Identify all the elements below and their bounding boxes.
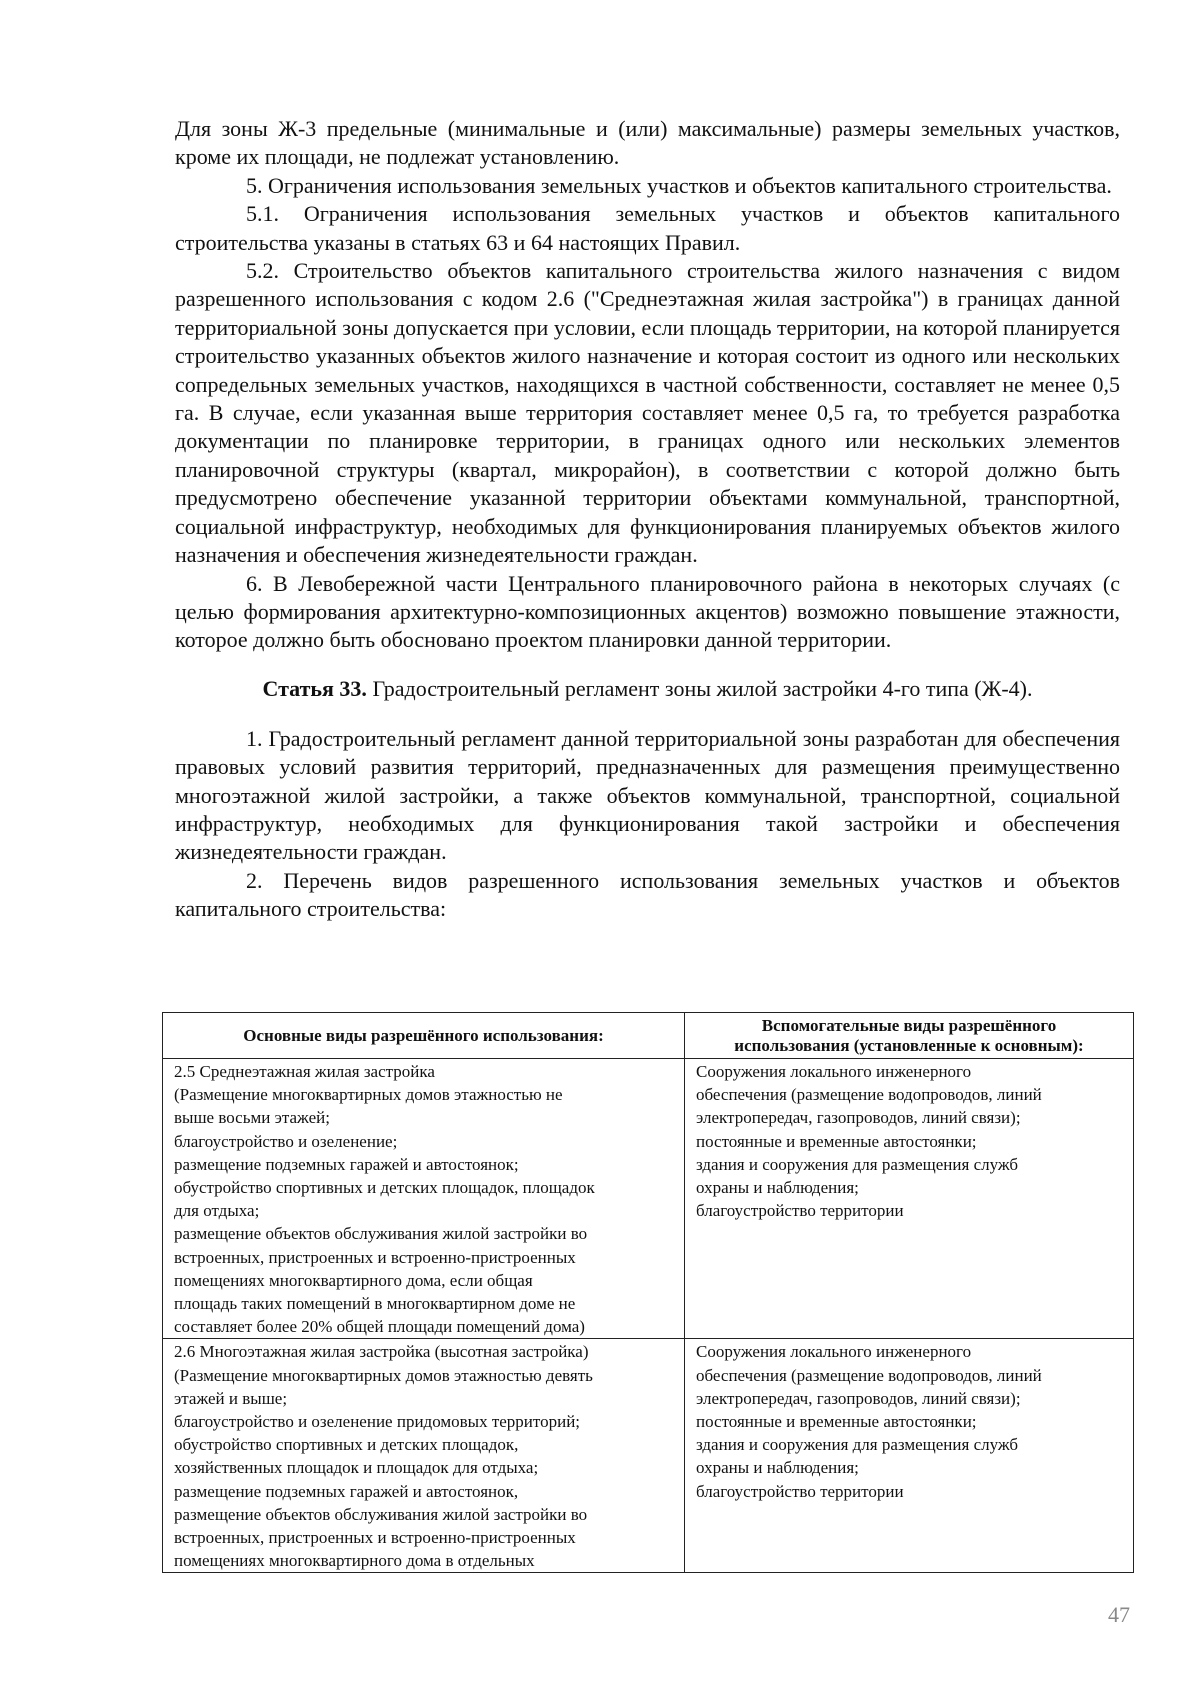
paragraph-5-1: 5.1. Ограничения использования земельных участков и объектов капитального строительства указаны в статьях 63 и 64 настоящих Правил.: [175, 201, 1120, 255]
article-heading: [175, 675, 1120, 703]
table-header-row: [163, 1013, 1134, 1059]
paragraph-1: 1. Градостроительный регламент данной территориальной зоны разработан для обеспечения правовых условий развития территорий, предназначенных для размещения преимущественно многоэтажной жилой застройки, а также объектов коммунальной, транспортной, социальной инфраструктур, необходимых для функционирования такой застройки и обеспечения жизнедеятельности граждан.: [175, 725, 1120, 865]
header-aux-line-2: использования (установленные к основным):: [734, 1036, 1084, 1055]
cell-main-use: 2.6 Многоэтажная жилая застройка (высотная застройка) (Размещение многоквартирных домов этажностью девять этажей и выше; благоустройство и озеленение придомовых территорий; обустройство спортивных и детских площадок, хозяйственных площадок и площадок для отдыха; размещение подземных гаражей и автостоянок, размещение объектов обслуживания жилой застройки во встроенных, пристроенных и встроенно-пристроенных помещениях многоквартирного дома в отдельных: [163, 1339, 685, 1573]
header-aux-line-1: Вспомогательные виды разрешённого: [761, 1016, 1057, 1035]
paragraph-5: 5. Ограничения использования земельных участков и объектов капитального строительства.: [246, 172, 1112, 198]
header-main-uses: Основные виды разрешённого использования:: [163, 1013, 685, 1059]
cell-aux-use: Сооружения локального инженерного обеспечения (размещение водопроводов, линий электропередач, газопроводов, линий связи); постоянные и временные автостоянки; здания и сооружения для размещения служб охраны и наблюдения; благоустройство территории: [685, 1339, 1134, 1573]
article-label: Статья 33.: [262, 675, 367, 701]
cell-aux-use: Сооружения локального инженерного обеспечения (размещение водопроводов, линий электропередач, газопроводов, линий связи); постоянные и временные автостоянки; здания и сооружения для размещения служб охраны и наблюдения; благоустройство территории: [685, 1059, 1134, 1339]
header-aux-uses: [685, 1013, 1134, 1059]
document-body: [175, 115, 1120, 924]
table-row: [163, 1339, 1134, 1573]
paragraph-5-2: 5.2. Строительство объектов капитального строительства жилого назначения с видом разрешенного использования с кодом 2.6 ("Среднеэтажная жилая застройка") в границах данной территориальной зоны допускается при условии, если площадь территории, на которой планируется строительство указанных объектов жилого назначение и которая состоит из одного или нескольких сопредельных земельных участков, находящихся в частной собственности, составляет не менее 0,5 га. В случае, если указанная выше территория составляет менее 0,5 га, то требуется разработка документации по планировке территории, в границах одного или нескольких элементов планировочной структуры (квартал, микрорайон), в соответствии с которой должно быть предусмотрено обеспечение указанной территории объектами коммунальной, транспортной, социальной инфраструктур, необходимых для функционирования планируемых объектов жилого назначения и обеспечения жизнедеятельности граждан.: [175, 258, 1120, 568]
table-row: [163, 1059, 1134, 1339]
paragraph-zone-zh3-sizes: Для зоны Ж-3 предельные (минимальные и (или) максимальные) размеры земельных участков, кроме их площади, не подлежат установлению.: [175, 116, 1120, 170]
article-title: Градостроительный регламент зоны жилой застройки 4-го типа (Ж-4).: [366, 675, 1033, 701]
paragraph-2: 2. Перечень видов разрешенного использования земельных участков и объектов капитального строительства:: [175, 867, 1120, 922]
permitted-use-table: [162, 1012, 1134, 1573]
page-number: 47: [1108, 1602, 1130, 1627]
paragraph-6: 6. В Левобережной части Центрального планировочного района в некоторых случаях (с целью формирования архитектурно-композиционных акцентов) возможно повышение этажности, которое должно быть обосновано проектом планировки данной территории.: [175, 570, 1120, 653]
cell-main-use: 2.5 Среднеэтажная жилая застройка (Размещение многоквартирных домов этажностью не выше восьми этажей; благоустройство и озеленение; размещение подземных гаражей и автостоянок; обустройство спортивных и детских площадок, площадок для отдыха; размещение объектов обслуживания жилой застройки во встроенных, пристроенных и встроенно-пристроенных помещениях многоквартирного дома, если общая площадь таких помещений в многоквартирном доме не составляет более 20% общей площади помещений дома): [163, 1059, 685, 1339]
